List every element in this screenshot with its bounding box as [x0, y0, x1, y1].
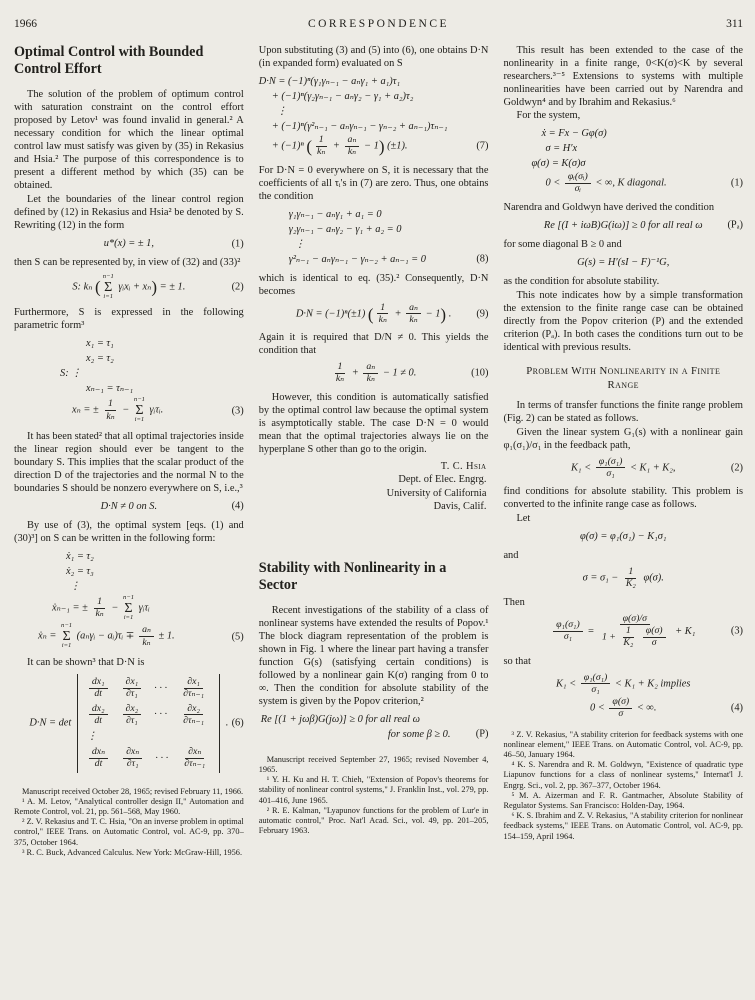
footnotes-middle	[259, 755, 489, 837]
paragraph: Again it is required that D/N ≠ 0. This yields the condition that	[258, 332, 489, 357]
equation-8: γ₁γₙ₋₁ − aₙγ₁ + a₁ = 0 γ₂γₙ₋₁ − aₙγ₂ − γ₁ + a₂ = 0 ⋮ γ²ₙ₋₁ − aₙγₙ₋₁ − γₙ₋₂ + aₙ₋₁ = 0 (8)	[288, 208, 489, 265]
equation-9: D·N = (−1)ⁿ(±1) ( $\frac{1}{\text{kₙ}}$ + $\frac{\text{aₙ}}{\text{kₙ}}$ − 1) . (9)	[295, 301, 489, 325]
paragraph: This result has been extended to the case of the nonlinearity in a finite range, 0<K(σ)<K by several researchers.³⁻⁵ Extensions to systems with multiple nonlinearities have been carried out by Narendra and Goldwyn⁴ and by Ibrahim and Rekasius.⁶	[503, 45, 744, 108]
paragraph: For D·N = 0 everywhere on S, it is necessary that the coefficients of all τᵢ's in (7) are zero. Thus, one obtains the condition	[258, 164, 489, 202]
author-affiliation: University of California	[386, 487, 487, 499]
paragraph: Recent investigations of the stability of a class of nonlinear systems have extended the results of Popov.¹ The block diagram representation of the problem is shown in Fig. 1 where the linear part having a transfer function G(s) (satisfying certain conditions) is followed by a nonlinear gain K(σ) ranging from 0 to ∞. Then the condition for absolute stability of the system is given by the Popov criterion,²	[258, 604, 489, 707]
footnote: ⁶ K. S. Ibrahim and Z. V. Rekasius, "A stability criterion for nonlinear feedback systems," IEEE Trans. on Automatic Control, vol. AC-9, pp. 154–159, April 1964.	[503, 811, 744, 841]
paragraph: so that	[503, 655, 531, 667]
equation-5: ẋ₁ = τ₂ ẋ₂ = τ₃ ⋮ ẋₙ₋₁ = ± $\frac{1}{\text{kₙ}}$ − n−1 Σ i=1 γᵢτᵢ ẋₙ = n−1 Σ i=1 (aₙγᵢ − aᵢ)τᵢ ∓ $\frac{\text{aₙ}}{\text{kₙ}}$ ± 1. (5)	[38, 550, 244, 650]
column-middle	[259, 44, 489, 858]
equation-sigma: σ = σ₁ − $\frac{1}{\text{K₂}}$ φ(σ).	[582, 566, 664, 590]
equation-phi: φ(σ) = φ₁(σ₁) − K₁σ₁	[579, 531, 667, 543]
equation-2: S: kₙ ( n−1 Σ i=1 γᵢxᵢ + xₙ) = ± 1. (2)	[72, 273, 244, 300]
paragraph: Let	[516, 513, 531, 525]
article1-title: Optimal Control with Bounded Control Effort	[14, 44, 204, 77]
equation-r1: ẋ = Fx − Gφ(σ) σ = H′x φ(σ) = K(σ)σ 0 < $\frac{\text{φᵢ(σᵢ)}}{\text{σᵢ}}$ < ∞, K diagonal. (1)	[531, 128, 744, 195]
author-affiliation: Dept. of Elec. Engrg.	[398, 474, 487, 486]
paragraph: which is identical to eq. (35).² Consequently, D·N becomes	[258, 272, 489, 297]
paragraph: This note indicates how by a simple transformation the extension to the finite range case can be obtained directly from the Popov criterion (P) and the extended criterion (Pₐ). In both cases the conditions turn out to be identical with previous results.	[503, 289, 744, 353]
author-name: T. C. Hsia	[440, 460, 487, 472]
paragraph: and	[503, 550, 519, 562]
paragraph: Narendra and Goldwyn have derived the condition	[503, 201, 715, 213]
paragraph: By use of (3), the optimal system [eqs. (1) and (30)³] on S can be written in the following form:	[14, 519, 244, 544]
paragraph: Furthermore, S is expressed in the following parametric form³	[14, 307, 244, 332]
equation-P: Re [(1 + jωβ)G(jω)] ≥ 0 for all real ω for some β ≥ 0. (P)	[260, 713, 489, 740]
equation-10: $\frac{1}{\text{kₙ}}$ + $\frac{\text{aₙ}}{\text{kₙ}}$ − 1 ≠ 0. (10)	[335, 361, 489, 385]
footnotes-left	[14, 787, 244, 858]
paragraph: Let the boundaries of the linear control region defined by (12) in Rekasius and Hsia² be denoted by S. Rewriting (12) in the form	[14, 194, 244, 231]
equation-r3: $\frac{\text{φ₁(σ₁)}}{\text{σ₁}}$ = φ(σ)/σ 1 + $\frac{1}{\text{K₂}}$ $\frac{\varphi(\sigma)}{\sigma}$ + K₁ (3)	[503, 614, 743, 649]
paragraph: then S can be represented by, in view of (32) and (33)²	[14, 257, 241, 268]
paragraph: as the condition for absolute stability.	[503, 275, 660, 287]
page-header	[14, 18, 743, 30]
footnote: ² Z. V. Rekasius and T. C. Hsia, "On an inverse problem in optimal control," IEEE Trans. on Automatic Control, vol. AC-9, pp. 370–375, October 1964.	[14, 817, 244, 847]
footnote: ⁵ M. A. Aizerman and F. R. Gantmacher, Absolute Stability of Regulator Systems. San Francisco: Holden-Day, 1964.	[503, 790, 744, 811]
header-year: 1966	[14, 18, 37, 30]
paragraph: For the system,	[516, 110, 581, 121]
paragraph: for some diagonal B ≥ 0 and	[503, 238, 622, 250]
paragraph: The solution of the problem of optimum control with saturation constraint on the control effort proposed by Letov¹ was found invalid in general.² A necessary condition for which the linear optimal control law must satisfy was given by (35) in Rekasius and Hsia.² The purpose of this correspondence is to present a different method by which (35) can be obtained.	[14, 89, 244, 191]
section-heading: Problem With Nonlinearity in a Finite Range	[526, 364, 721, 391]
equation-1: u*(x) = ± 1, (1)	[103, 238, 244, 249]
equation-r4: K₁ < $\frac{\text{φ₁(σ₁)}}{\text{σ₁}}$ < K₁ + K₂ implies 0 < $\frac{\varphi(\sigma)}{\sigma}$ < ∞. (4)	[555, 671, 744, 720]
author-location: Davis, Calif.	[433, 501, 487, 513]
column-left	[14, 44, 244, 858]
footnote: ¹ Y. H. Ku and H. T. Chieh, "Extension of Popov's theorems for stability of nonlinear control systems," J. Franklin Inst., vol. 279, pp. 401–416, June 1965.	[258, 775, 489, 805]
equation-r2: K₁ < $\frac{\text{φ₁(σ₁)}}{\text{σ₁}}$ < K₁ + K₂, (2)	[571, 455, 744, 479]
three-column-body	[14, 44, 743, 858]
footnote: ³ R. C. Buck, Advanced Calculus. New York: McGraw-Hill, 1956.	[22, 847, 243, 857]
paragraph: Given the linear system G₁(s) with a nonlinear gain φ₁(σ₁)/σ₁ in the feedback path,	[503, 426, 744, 451]
footnote: ³ Z. V. Rekasius, "A stability criterion for feedback systems with one nonlinear element," IEEE Trans. on Automatic Control, vol. AC-9, pp. 46–50, January 1964.	[503, 729, 744, 760]
equation-7: D·N = (−1)ⁿ(γ₁γₙ₋₁ − aₙγ₁ + a₁)τ₁ + (−1)ⁿ(γ₂γₙ₋₁ − aₙγ₂ − γ₁ + a₂)τ₂ ⋮ + (−1)ⁿ(γ²ₙ₋₁ − aₙγₙ₋₁ − γₙ₋₂ + aₙ₋₁)τₙ₋₁ + (−1)ⁿ ( $\frac{1}{\text{kₙ}}$ + $\frac{\text{aₙ}}{\text{kₙ}}$ − 1) (±1). (7)	[258, 76, 489, 158]
footnote: Manuscript received September 27, 1965; revised November 4, 1965.	[258, 754, 489, 774]
paragraph: Then	[503, 596, 525, 608]
paragraph: However, this condition is automatically satisfied by the optimal control law because the optimal system is asymptotically stable. The case D·N = 0 would mean that the optimal trajectories always lie on the hyperplane S other than go to the origin.	[258, 391, 489, 455]
footnote: Manuscript received October 28, 1965; revised February 11, 1966.	[22, 786, 244, 796]
footnotes-right	[503, 730, 743, 842]
article2-title: Stability with Nonlinearity in a Sector	[258, 559, 447, 593]
paragraph: find conditions for absolute stability. This problem is converted to the infinite range case as follows.	[503, 486, 744, 511]
author-signature	[259, 460, 487, 514]
paragraph: It has been stated² that all optimal trajectories inside the linear region should ever be tangent to the boundary S. This implies that the scalar product of the direction D of the trajectories and the normal N to the boundaries S should be nonzero everywhere on S, i.e.,³	[14, 430, 244, 494]
header-section-title: CORRESPONDENCE	[307, 18, 450, 30]
column-right	[503, 44, 743, 858]
paragraph: Upon substituting (3) and (5) into (6), one obtains D·N (in expanded form) evaluated on S	[258, 45, 489, 69]
equation-Pa: Re [(I + iωB)G(iω)] ≥ 0 for all real ω (Pₐ)	[543, 219, 744, 231]
equation-6: D·N = det $\frac{\text{dx₁}}{dt}$ $\frac{\text{∂x₁}}{\text{∂τ₁}}$ · · · $\frac{\text{∂x₁}}{\text{∂τₙ₋₁}}$ $\frac{\text{dx₂}}{dt}$ $\frac{\text{∂x₂}}{\text{∂τ₁}}$ · · · $\frac{\text{∂x₂}}{\text{∂τₙ₋₁}}$ ⋮ $\frac{\text{dxₙ}}{dt}$ $\frac{\text{∂xₙ}}{\text{∂τ₁}}$ · · · $\frac{\text{∂xₙ}}{\text{∂τₙ₋₁}}$ . (6)	[14, 674, 244, 773]
equation-Gs: G(s) = H′(sI − F)⁻¹G,	[577, 256, 670, 268]
equation-4: D·N ≠ 0 on S. (4)	[100, 500, 244, 512]
footnote: ² R. E. Kalman, "Lyapunov functions for the problem of Lur'e in automatic control," Proc. Nat'l Acad. Sci., vol. 49, pp. 201–205, February 1963.	[258, 805, 489, 836]
paragraph: In terms of transfer functions the finite range problem (Fig. 2) can be stated as follows.	[503, 399, 744, 424]
header-page-number: 311	[726, 18, 743, 30]
paragraph: It can be shown³ that D·N is	[27, 656, 145, 668]
footnote: ¹ A. M. Letov, "Analytical controller design II," Automation and Remote Control, vol. 21, pp. 561–568, May 1960.	[14, 796, 244, 817]
equation-3: x₁ = τ₁ x₂ = τ₂ S: ⋮ xₙ₋₁ = τₙ₋₁ xₙ = ± $\frac{1}{\text{kₙ}}$ − n−1 Σ i=1 γᵢτᵢ. (3)	[60, 338, 244, 424]
footnote: ⁴ K. S. Narendra and R. M. Goldwyn, "Existence of quadratic type Liapunov functions for a class of nonlinear systems," Internat'l J. Engrg. Sci., vol. 2, pp. 367–377, October 1964.	[503, 760, 744, 790]
